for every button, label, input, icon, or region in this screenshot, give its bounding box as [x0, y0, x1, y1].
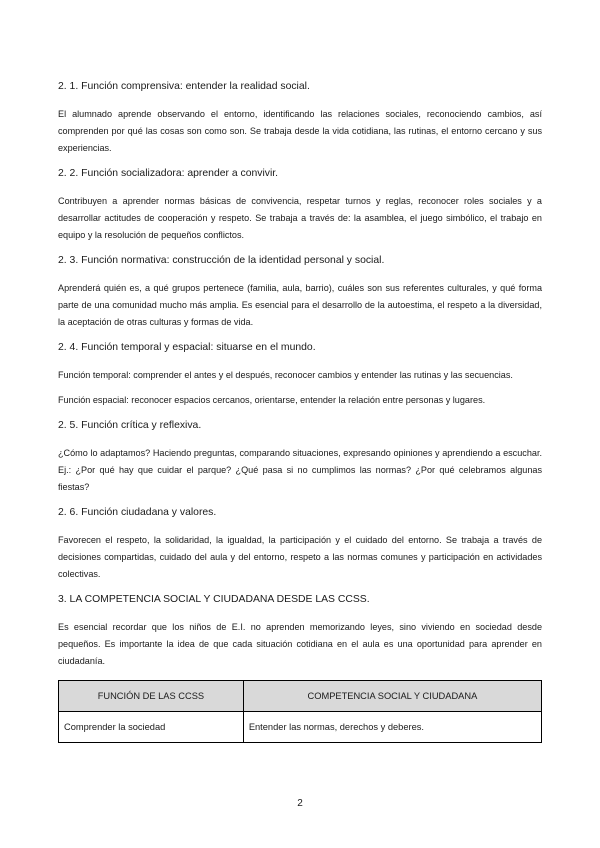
section-heading: 2. 6. Función ciudadana y valores. [58, 507, 217, 518]
paragraph: El alumnado aprende observando el entorno, identificando las relaciones sociales, reconociendo cambios, así comprenden por qué las cosas son como son. Se trabaja desde la vida cotidiana, las rutinas, el entorno cercano y sus experiencias. [58, 109, 542, 153]
section-2-1 [58, 80, 542, 157]
section-3 [58, 593, 542, 670]
paragraph: ¿Cómo lo adaptamos? Haciendo preguntas, comparando situaciones, expresando opiniones y aprendiendo a escuchar. Ej.: ¿Por qué hay que cuidar el parque? ¿Qué pasa si no cumplimos las normas? ¿Por qué celebramos algunas fiestas? [58, 448, 542, 492]
table-cell: Entender las normas, derechos y deberes. [243, 712, 541, 743]
paragraph: Contribuyen a aprender normas básicas de convivencia, respetar turnos y reglas, reconocer roles sociales y a desarrollar actitudes de cooperación y respeto. Se trabaja a través de: la asamblea, el juego simbólico, el trabajo en equipo y la resolución de pequeños conflictos. [58, 196, 542, 240]
table-header-row [59, 681, 542, 712]
section-2-6 [58, 506, 542, 583]
section-heading: 2. 4. Función temporal y espacial: situarse en el mundo. [58, 342, 316, 353]
section-heading: 2. 3. Función normativa: construcción de la identidad personal y social. [58, 255, 385, 266]
table-cell: Comprender la sociedad [59, 712, 244, 743]
section-heading: 2. 1. Función comprensiva: entender la realidad social. [58, 81, 310, 92]
table-row [59, 712, 542, 743]
section-2-5 [58, 419, 542, 496]
paragraph: Favorecen el respeto, la solidaridad, la igualdad, la participación y el cuidado del entorno. Se trabaja a través de decisiones compartidas, cuidado del aula y del entorno, respeto a las normas comunes y participación en actividades colectivas. [58, 535, 542, 579]
section-heading: 3. LA COMPETENCIA SOCIAL Y CIUDADANA DESDE LAS CCSS. [58, 594, 370, 605]
section-2-3 [58, 254, 542, 331]
paragraph: Función temporal: comprender el antes y el después, reconocer cambios y entender las rutinas y las secuencias. [58, 370, 513, 380]
section-2-4 [58, 341, 542, 409]
ccss-competence-table [58, 680, 542, 743]
page-number: 2 [297, 798, 303, 809]
table-header-cell: COMPETENCIA SOCIAL Y CIUDADANA [243, 681, 541, 712]
section-heading: 2. 5. Función crítica y reflexiva. [58, 420, 202, 431]
document-page [58, 80, 542, 743]
section-heading: 2. 2. Función socializadora: aprender a convivir. [58, 168, 279, 179]
paragraph: Es esencial recordar que los niños de E.I. no aprenden memorizando leyes, sino viviendo en sociedad desde pequeños. Es importante la idea de que cada situación cotidiana en el aula es una oportunidad para aprender en ciudadanía. [58, 622, 542, 666]
table-header-cell: FUNCIÓN DE LAS CCSS [59, 681, 244, 712]
paragraph: Aprenderá quién es, a qué grupos pertenece (familia, aula, barrio), cuáles son sus referentes culturales, y qué forma parte de una comunidad mucho más amplia. Es esencial para el desarrollo de la autoestima, el respeto a la diversidad, la aceptación de otras culturas y formas de vida. [58, 283, 542, 327]
paragraph: Función espacial: reconocer espacios cercanos, orientarse, entender la relación entre personas y lugares. [58, 395, 486, 405]
section-2-2 [58, 167, 542, 244]
